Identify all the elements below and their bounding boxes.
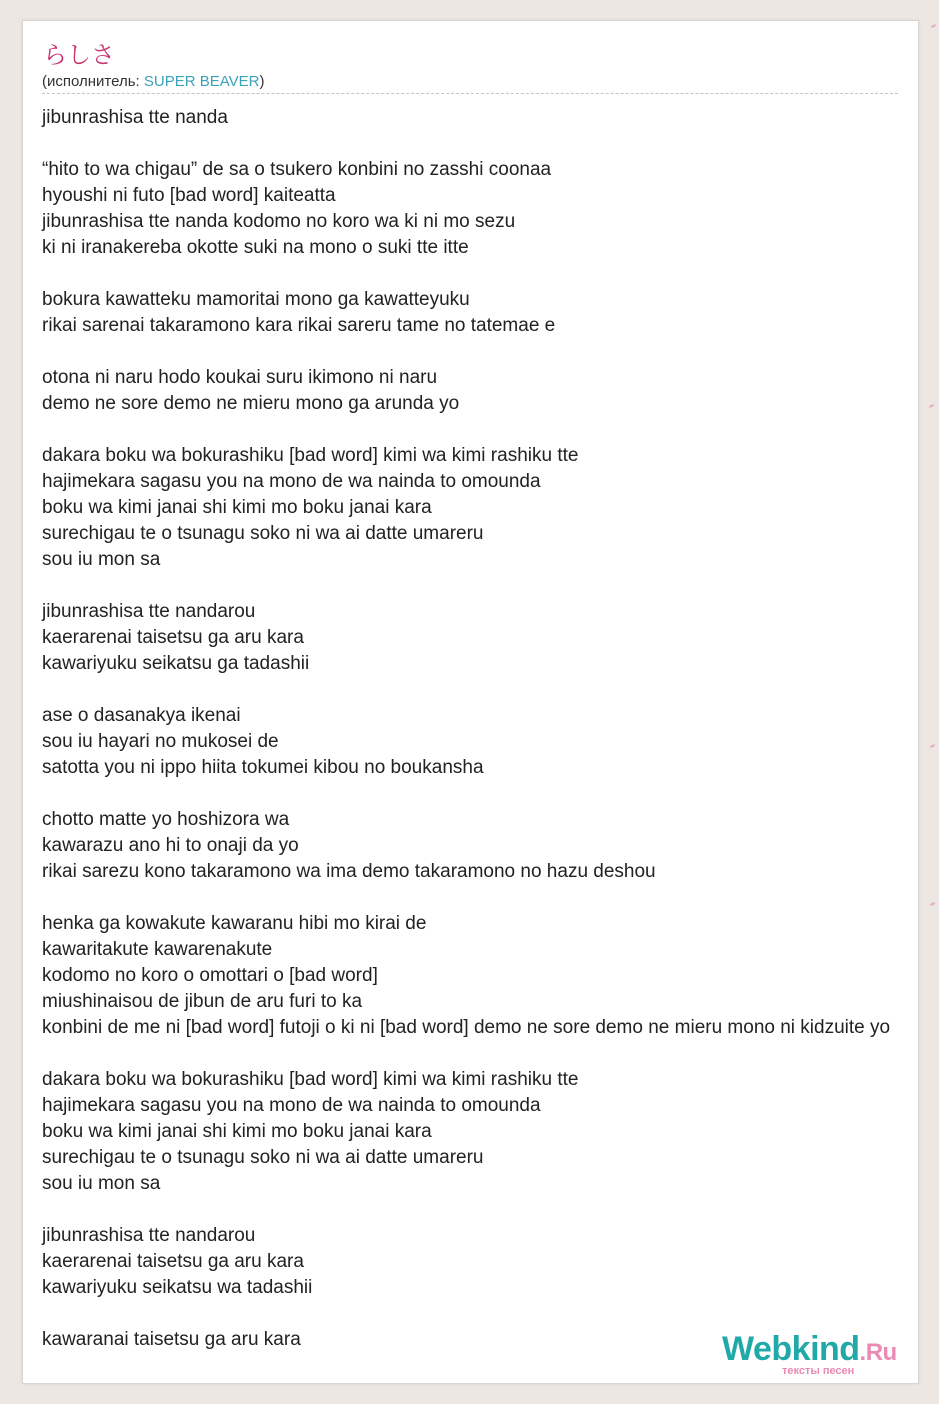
artist-suffix: ): [259, 73, 265, 90]
artist-line: [42, 73, 264, 91]
lyric-blank-line: [42, 1301, 919, 1327]
logo-main-text: Webkind: [722, 1330, 860, 1368]
lyric-blank-line: [42, 339, 919, 365]
lyric-line: jibunrashisa tte nandarou: [42, 1225, 256, 1246]
lyric-line: surechigau te o tsunagu soko ni wa ai datte umareru: [42, 523, 484, 544]
lyric-line: chotto matte yo hoshizora wa: [42, 809, 290, 830]
lyric-blank-line: [42, 573, 919, 599]
lyric-line: dakara boku wa bokurashiku [bad word] kimi wa kimi rashiku tte: [42, 1069, 579, 1090]
lyric-line: surechigau te o tsunagu soko ni wa ai datte umareru: [42, 1147, 484, 1168]
logo-tagline: тексты песен: [782, 1365, 855, 1377]
lyric-line: sou iu hayari no mukosei de: [42, 731, 279, 752]
lyric-line: jibunrashisa tte nandarou: [42, 601, 256, 622]
page-decoration: [917, 0, 939, 1404]
petal-decoration: [931, 24, 936, 28]
lyric-line: konbini de me ni [bad word] futoji o ki ni [bad word] demo ne sore demo ne mieru mono ni kidzuite yo: [42, 1017, 891, 1038]
lyric-line: kodomo no koro o omottari o [bad word]: [42, 965, 378, 986]
lyric-line: kawariyuku seikatsu wa tadashii: [42, 1277, 313, 1298]
lyric-line: jibunrashisa tte nanda kodomo no koro wa ki ni mo sezu: [42, 211, 516, 232]
lyric-line: hajimekara sagasu you na mono de wa nainda to omounda: [42, 1095, 541, 1116]
lyric-line: rikai sarenai takaramono kara rikai sareru tame no tatemae e: [42, 315, 556, 336]
site-logo[interactable]: [722, 1329, 912, 1377]
lyric-blank-line: [42, 261, 919, 287]
lyric-line: kaerarenai taisetsu ga aru kara: [42, 627, 304, 648]
lyric-blank-line: [42, 885, 919, 911]
lyric-blank-line: [42, 417, 919, 443]
lyric-line: boku wa kimi janai shi kimi mo boku janai kara: [42, 497, 432, 518]
lyric-line: otona ni naru hodo koukai suru ikimono ni naru: [42, 367, 438, 388]
lyric-line: hyoushi ni futo [bad word] kaiteatta: [42, 185, 336, 206]
lyric-line: kawariyuku seikatsu ga tadashii: [42, 653, 310, 674]
lyric-blank-line: [42, 1041, 919, 1067]
lyric-line: satotta you ni ippo hiita tokumei kibou no boukansha: [42, 757, 484, 778]
artist-prefix: (исполнитель:: [42, 73, 144, 90]
lyric-line: miushinaisou de jibun de aru furi to ka: [42, 991, 363, 1012]
lyric-line: henka ga kowakute kawaranu hibi mo kirai de: [42, 913, 427, 934]
lyric-line: kawaritakute kawarenakute: [42, 939, 273, 960]
lyric-blank-line: [42, 131, 919, 157]
lyric-blank-line: [42, 677, 919, 703]
lyrics-text: [42, 105, 919, 1353]
lyrics-card: [22, 20, 919, 1384]
logo-tld: .Ru: [859, 1339, 897, 1366]
lyric-line: kawarazu ano hi to onaji da yo: [42, 835, 299, 856]
song-title: らしさ: [43, 42, 115, 69]
artist-link[interactable]: SUPER BEAVER: [143, 73, 260, 90]
lyric-blank-line: [42, 1197, 919, 1223]
lyric-line: ki ni iranakereba okotte suki na mono o suki tte itte: [42, 237, 469, 258]
lyric-line: bokura kawatteku mamoritai mono ga kawatteyuku: [42, 289, 470, 310]
petal-decoration: [930, 902, 935, 906]
lyric-line: dakara boku wa bokurashiku [bad word] kimi wa kimi rashiku tte: [42, 445, 579, 466]
lyric-line: ase o dasanakya ikenai: [42, 705, 241, 726]
lyric-blank-line: [42, 781, 919, 807]
petal-decoration: [929, 404, 934, 408]
lyric-line: kawaranai taisetsu ga aru kara: [42, 1329, 301, 1350]
title-divider: [42, 93, 898, 94]
lyric-line: sou iu mon sa: [42, 1173, 161, 1194]
petal-decoration: [930, 744, 935, 748]
lyric-line: “hito to wa chigau” de sa o tsukero konbini no zasshi coonaa: [42, 159, 552, 180]
lyric-line: boku wa kimi janai shi kimi mo boku janai kara: [42, 1121, 432, 1142]
lyric-line: hajimekara sagasu you na mono de wa nainda to omounda: [42, 471, 541, 492]
lyric-line: sou iu mon sa: [42, 549, 161, 570]
lyric-line: rikai sarezu kono takaramono wa ima demo takaramono no hazu deshou: [42, 861, 656, 882]
lyric-line: kaerarenai taisetsu ga aru kara: [42, 1251, 304, 1272]
lyric-line: jibunrashisa tte nanda: [42, 107, 228, 128]
lyric-line: demo ne sore demo ne mieru mono ga arunda yo: [42, 393, 460, 414]
